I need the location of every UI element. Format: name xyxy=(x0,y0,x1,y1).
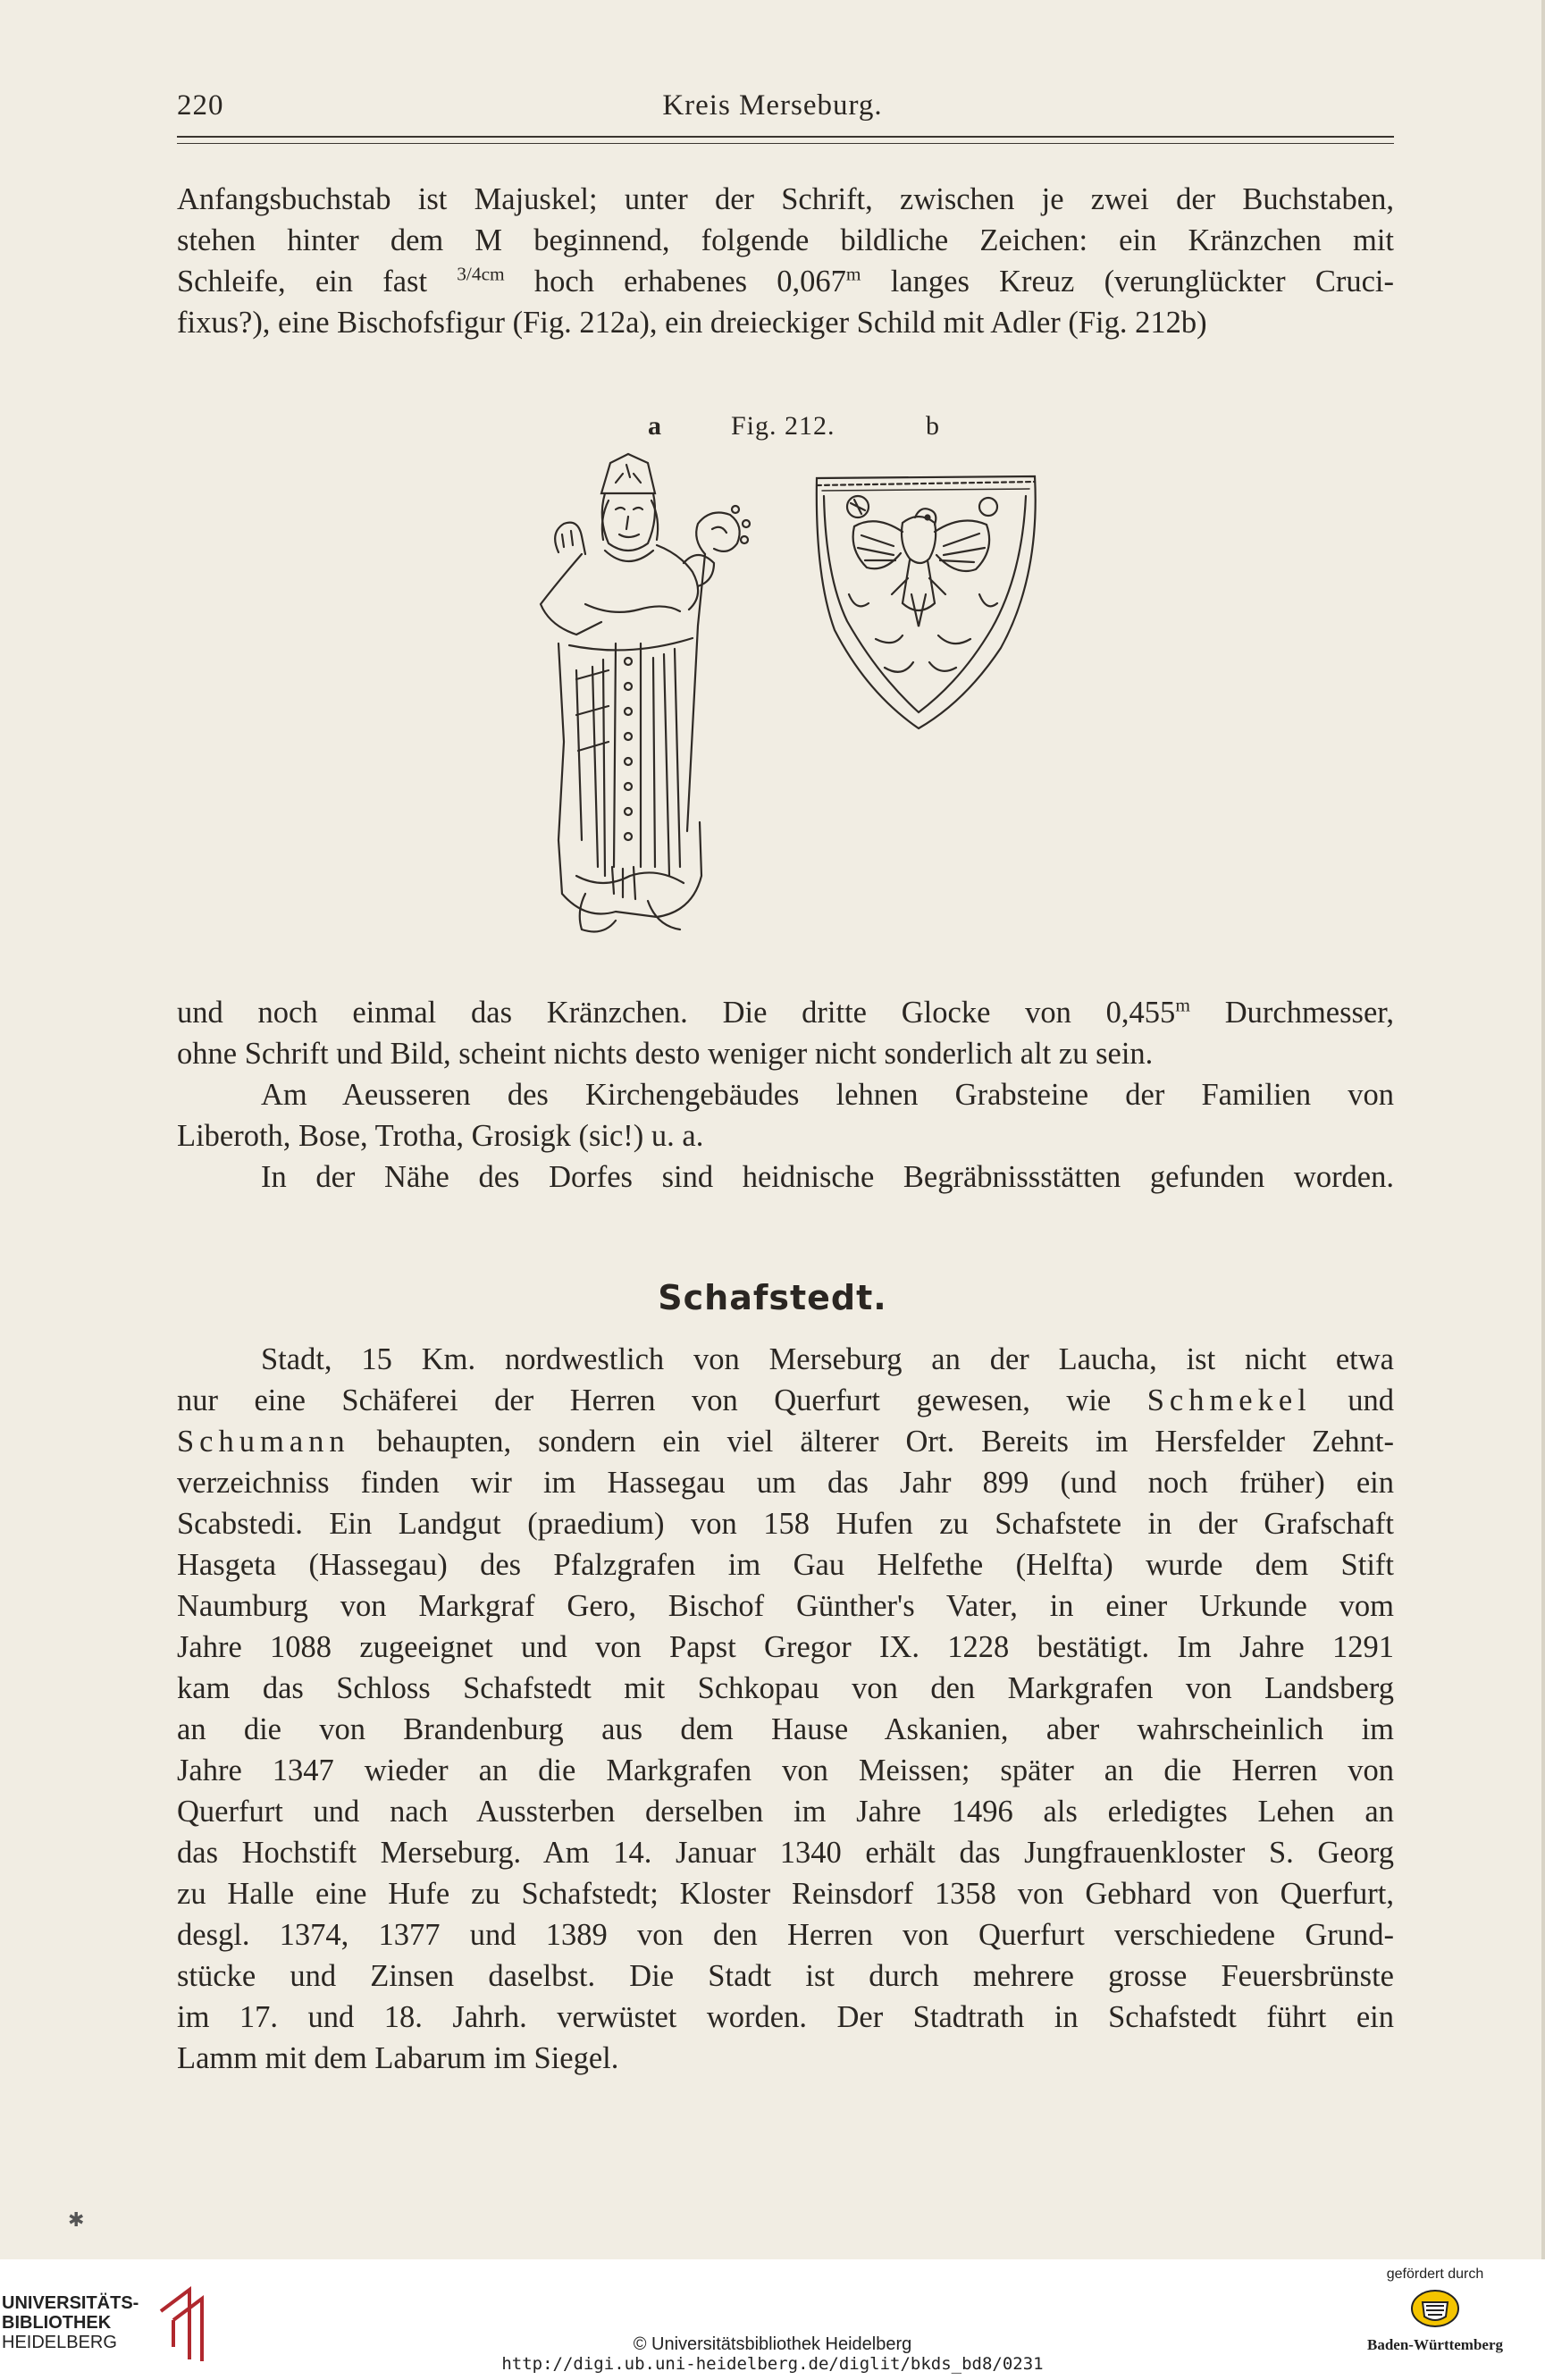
digitization-footer xyxy=(0,2259,1545,2380)
text-line: und noch einmal das Kränzchen. Die dritte Glocke von 0,455$^m$ Durchmesser, xyxy=(177,994,1394,1030)
sponsor-label: gefördert durch xyxy=(1386,2266,1484,2282)
figure-label-b: b xyxy=(926,411,939,441)
text-line: Naumburg von Markgraf Gero, Bischof Günther's Vater, in einer Urkunde vom xyxy=(177,1589,1394,1623)
text-line: nur eine Schäferei der Herren von Querfurt gewesen, wie Schmekel und xyxy=(177,1383,1395,1417)
running-title: Kreis Merseburg. xyxy=(662,89,883,122)
bishop-figure-illustration xyxy=(523,447,764,947)
text-line: zu Halle eine Hufe zu Schafstedt; Kloster Reinsdorf 1358 von Gebhard von Querfurt, xyxy=(177,1877,1394,1911)
text-line: Anfangsbuchstab ist Majuskel; unter der Schrift, zwischen je zwei der Buchstaben, xyxy=(177,182,1394,216)
page-edge xyxy=(1541,0,1545,2380)
text-line: fixus?), eine Bischofsfigur (Fig. 212a), ein dreieckiger Schild mit Adler (Fig. 212b) xyxy=(177,306,1207,340)
text-line: kam das Schloss Schafstedt mit Schkopau von den Markgrafen von Landsberg xyxy=(177,1671,1394,1705)
copyright-notice: © Universitätsbibliothek Heidelberg xyxy=(633,2334,912,2354)
text-line: verzeichniss finden wir im Hassegau um das Jahr 899 (und noch früher) ein xyxy=(177,1466,1394,1500)
library-logo[interactable]: UNIVERSITÄTS- BIBLIOTHEK HEIDELBERG xyxy=(2,2293,139,2352)
text-line: Liberoth, Bose, Trotha, Grosigk (sic!) u. a. xyxy=(177,1119,704,1153)
text-line: Scabstedi. Ein Landgut (praedium) von 158 Hufen zu Schafstete in der Grafschaft xyxy=(177,1507,1394,1541)
unit-cm: cm xyxy=(481,263,505,285)
text-line: Querfurt und nach Aussterben derselben im Jahre 1496 als erledigtes Lehen an xyxy=(177,1795,1394,1829)
author-name: Schmekel xyxy=(1146,1383,1312,1417)
paragraph-bell-inscription xyxy=(177,179,1394,343)
permalink[interactable]: http://digi.ub.uni-heidelberg.de/diglit/bkds_bd8/0231 xyxy=(501,2354,1044,2374)
text-line: stehen hinter dem M beginnend, folgende bildliche Zeichen: ein Kränzchen mit xyxy=(177,223,1394,257)
text-line: das Hochstift Merseburg. Am 14. Januar 1340 erhält das Jungfrauenkloster S. Georg xyxy=(177,1836,1394,1870)
paragraph-schafstedt xyxy=(177,1339,1394,2079)
text-line: Jahre 1088 zugeeignet und von Papst Gregor IX. 1228 bestätigt. Im Jahre 1291 xyxy=(177,1630,1394,1664)
sponsor-name: Baden-Württemberg xyxy=(1366,2336,1504,2353)
text-line: In der Nähe des Dorfes sind heidnische Begräbnissstätten gefunden worden. xyxy=(261,1160,1394,1194)
page-number: 220 xyxy=(177,89,224,122)
text-line: Schleife, ein fast $^{3/4cm}$ hoch erhabenes 0,067$^m$ langes Kreuz (verunglückter Cruci- xyxy=(177,263,1394,299)
text-line: stücke und Zinsen daselbst. Die Stadt ist durch mehrere grosse Feuersbrünste xyxy=(177,1959,1394,1993)
author-name: Schumann xyxy=(177,1425,350,1459)
text-line: ohne Schrift und Bild, scheint nichts desto weniger nicht sonderlich alt zu sein. xyxy=(177,1037,1154,1071)
text-line: an die von Brandenburg aus dem Hause Askanien, aber wahrscheinlich im xyxy=(177,1712,1394,1746)
unit-m: m xyxy=(1175,994,1190,1016)
text-line: im 17. und 18. Jahrh. verwüstet worden. Der Stadtrath in Schafstedt führt ein xyxy=(177,2000,1394,2034)
section-heading: Schafstedt. xyxy=(658,1278,887,1317)
text-line: Lamm mit dem Labarum im Siegel. xyxy=(177,2041,619,2075)
sponsor-block xyxy=(1350,2266,1520,2354)
text-line: Hasgeta (Hassegau) des Pfalzgrafen im Gau Helfethe (Helfta) wurde dem Stift xyxy=(177,1548,1394,1582)
paragraph-third-bell xyxy=(177,992,1394,1198)
header-rule xyxy=(177,136,1394,144)
text-line: Stadt, 15 Km. nordwestlich von Merseburg an der Laucha, ist nicht etwa xyxy=(261,1342,1394,1376)
state-emblem-icon xyxy=(1410,2288,1460,2329)
ink-speck: ✱ xyxy=(68,2208,85,2231)
text-line: Schumann behaupten, sondern ein viel älterer Ort. Bereits im Hersfelder Zehnt- xyxy=(177,1425,1394,1459)
eagle-shield-illustration xyxy=(804,460,1045,737)
text-line: Am Aeusseren des Kirchengebäudes lehnen Grabsteine der Familien von xyxy=(261,1078,1394,1112)
fraction: 3/4 xyxy=(457,263,482,285)
text-line: Jahre 1347 wieder an die Markgrafen von Meissen; später an die Herren von xyxy=(177,1753,1394,1787)
unit-m: m xyxy=(845,263,861,285)
figure-caption: Fig. 212. xyxy=(731,411,835,441)
text-line: desgl. 1374, 1377 und 1389 von den Herren von Querfurt verschiedene Grund- xyxy=(177,1918,1394,1952)
figure-label-a: a xyxy=(648,411,661,441)
